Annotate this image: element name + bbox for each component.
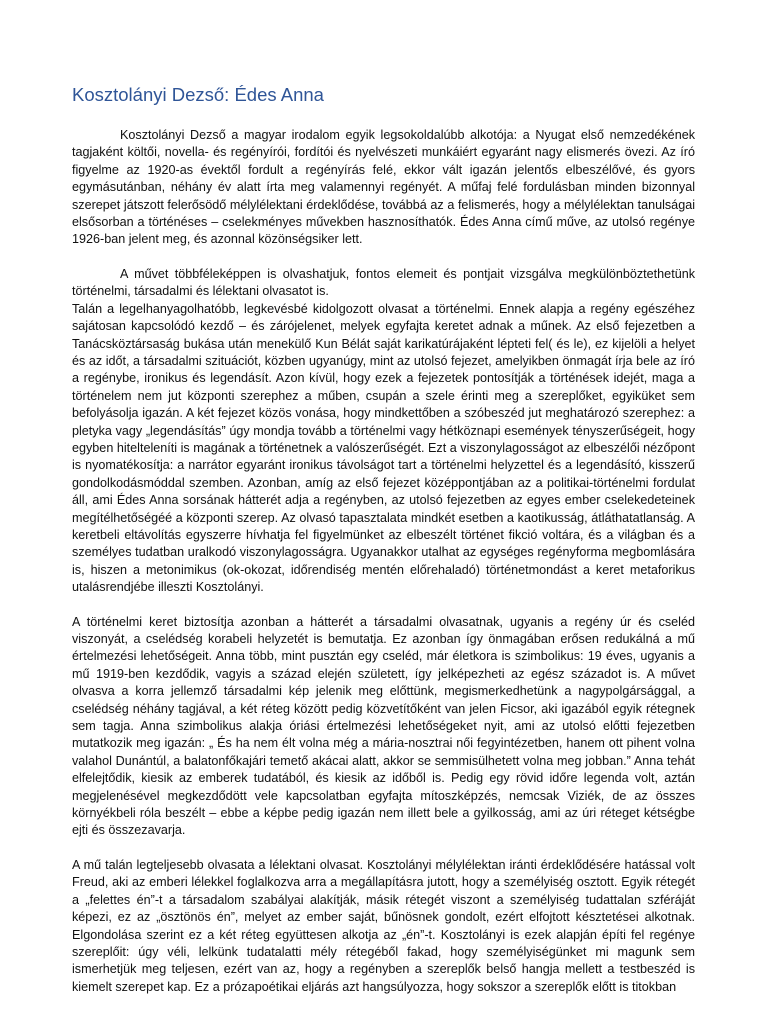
paragraph-intro: Kosztolányi Dezső a magyar irodalom egyik legsokoldalúbb alkotója: a Nyugat első nemzedékének tagjaként költői, novella- és regényírói, fordítói és nyelvészeti munkáiért egyaránt nagy elismerés övezi. Az író figyelme az 1920-as évektől fordult a regényírás felé, ekkor vált igazán jelentős elbeszélővé, és gyors egymásutánban, néhány év alatt írta meg valamennyi regényét. A műfaj felé fordulásban minden bizonnyal szerepet játszott felerősödő mélylélektani érdeklődése, továbbá az a felismerés, hogy a mélylélektan tanulságai elsősorban a történéses – cselekményes művekben hasznosíthatók. Édes Anna című műve, az utolsó regénye 1926-ban jelent meg, és azonnal közönségsiker lett. — [72, 128, 695, 247]
paragraph-social-reading: A történelmi keret biztosítja azonban a hátterét a társadalmi olvasatnak, ugyanis a regény úr és cseléd viszonyát, a cselédség korabeli helyzetét is bemutatja. Ez azonban így önmagában erősen redukálná a mű értelmezési lehetőségeit. Anna több, mint pusztán egy cseléd, már életkora is szimbolikus: 19 éves, ugyanis a mű 1919-ben kezdődik, vagyis a század elején született, így jelképezheti az egész századot is. A művet olvasva a korra jellemző társadalmi kép jelenik meg előttünk, megismerkedhetünk a nagypolgársággal, a cselédség néhány tagjával, a két réteg között pedig közvetítőként van jelen Ficsor, aki igazából egyik rétegnek sem tagja. Anna szimbolikus alakja óriási értelmezési lehetőségeket nyit, ami az utolsó előtti fejezetben mutatkozik meg igazán: „ És ha nem élt volna még a mária-nosztrai női fegyintézetben, hanem ott pihent volna valahol Dunántúl, a balatonfőkajári temető akácai alatt, akkor se semmisülhetett volna meg jobban.” Anna tehát elfelejtődik, kiesik az emberek tudatából, és kiesik az időből is. Pedig egy rövid időre legenda volt, aztán megjelenésével megkezdődött vele kapcsolatban egyfajta mítoszképzés, nemcsak Viziék, de az összes környékbeli róla beszélt – ebbe a képbe pedig igazán nem illett bele a gyilkosság, ami az úri réteget kétségbe ejti és összezavarja. — [72, 614, 695, 838]
paragraph-historical-reading: Talán a legelhanyagolhatóbb, legkevésbé kidolgozott olvasat a történelmi. Ennek alapja a regény egészéhez sajátosan kapcsolódó kezdő – és zárójelenet, melyek egyfajta keretet adnak a műnek. Az első fejezetben a Tanácsköztársaság bukása után menekülő Kun Bélát saját karikatúrájaként lépteti fel( és le), ez kijelöli a helyet és az időt, a társadalmi szituációt, közben ugyanúgy, mint az utolsó fejezet, amelyikben önmagát írja bele az író a regénybe, ironikus és legendásít. Azon kívül, hogy ezek a fejezetek pontosítják a történések idejét, maga a történelem nem jut központi szerephez a műben, csupán a szele érinti meg a szereplőket, egyiküket sem befolyásolja igazán. A két fejezet közös vonása, hogy mindkettőben a szóbeszéd jut meghatározó szerephez: a pletyka vagy „legendásítás” úgy mondja tovább a történelmi vagy hétköznapi események tényszerűségeit, hogy egyben hitelteleníti is magának a történetnek a valószerűségét. Ezt a viszonylagosságot az elbeszélői nézőpont is nyomatékosítja: a narrátor egyaránt ironikus távolságot tart a történelmi helyzettel és a legendásító, kisszerű gondolkodásmóddal szemben. Azonban, amíg az első fejezet középpontjában az a politikai-történelmi fordulat áll, ami Édes Anna sorsának hátterét adja a regényben, az utolsó fejezetben az egyes ember cselekedeteinek megítélhetőségéé a központi szerep. Az olvasó tapasztalata mindkét esetben a kaotikusság, átláthatatlanság. A keretbeli eltávolítás egyszerre hívhatja fel figyelmünket az elbeszélt történet fikció voltára, és a világban és a személyes tudatban uralkodó viszonylagosságra. Ugyanakkor utalhat az egységes regényforma megbomlására is, hiszen a metonimikus (ok-okozat, időrendiség mentén előrehaladó) történetmondást a keret metaforikus utalásrendjébe illeszti Kosztolányi. — [72, 301, 695, 595]
paragraph-readings-overview: A művet többféleképpen is olvashatjuk, fontos elemeit és pontjait vizsgálva megkülönböztethetünk történelmi, társadalmi és lélektani olvasatot is. — [72, 266, 695, 299]
paragraph-psychological-reading: A mű talán legteljesebb olvasata a lélektani olvasat. Kosztolányi mélylélektan iránti érdeklődésére hatással volt Freud, aki az emberi lélekkel foglalkozva arra a megállapításra jutott, hogy a személyiség osztott. Egyik rétegét a „felettes én”-t a társadalom szabályai alakítják, másik rétegét viszont a személyiség tudattalan szféráját képezi, ez az „ösztönös én”, melyet az ember saját, bűnösnek gondolt, ezért elfojtott késztetései alkotnak. Elgondolása szerint ez a két réteg együttesen alkotja az „én”-t. Kosztolányi is ezek alapján építi fel regénye szereplőit: úgy véli, lelkünk tudatalatti mély rétegéből fakad, hogy személyiségünket mi magunk sem ismerhetjük meg teljesen, ezért van az, hogy a regényben a szereplők belső hangja mellett a testbeszéd is kiemelt szerepet kap. Ez a prózapoétikai eljárás azt hangsúlyozza, hogy sokszor a szereplők előtt is titokban — [72, 857, 695, 994]
document-title: Kosztolányi Dezső: Édes Anna — [72, 84, 324, 105]
document-page — [72, 83, 695, 996]
